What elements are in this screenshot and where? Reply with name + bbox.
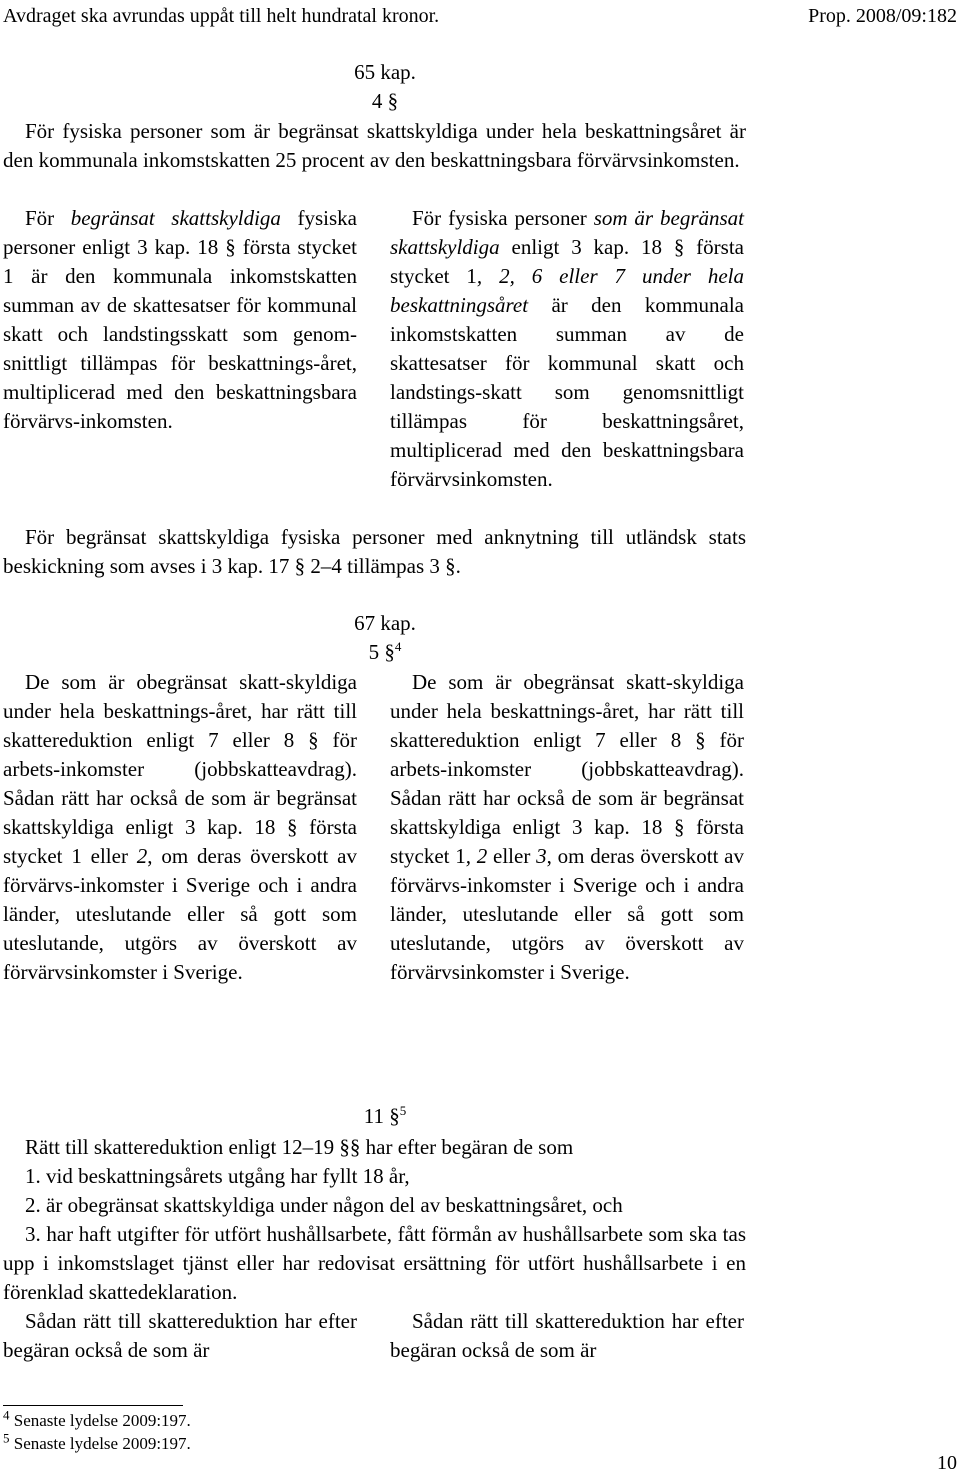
footnote-ref-4: 4 — [394, 639, 402, 654]
footnote-5 — [3, 1430, 191, 1454]
section-label: 5 § — [368, 640, 395, 664]
chapter-heading-65: 65 kap. — [354, 60, 416, 84]
section-label: 11 § — [363, 1104, 400, 1128]
section-heading-11 — [0, 1104, 770, 1129]
footnote-number: 5 — [3, 1430, 10, 1446]
ch65-left-column: För begränsat skattskyldiga fysiska personer enligt 3 kap. 18 § första stycket 1 är den kommunala inkomstskatten summan av de skattesatser för kommunal skatt och landstingsskatt som genom-snittligt tillämpas för beskattnings-året, multiplicerad med den beskattningsbara förvärvs-inkomsten. — [3, 206, 357, 433]
footnote-number: 4 — [3, 1407, 10, 1423]
s11-item-1: 1. vid beskattningsårets utgång har fyllt 18 år, — [25, 1164, 410, 1188]
footnote-text: Senaste lydelse 2009:197. — [13, 1434, 191, 1453]
ch67-left-column: De som är obegränsat skatt-skyldiga under hela beskattnings-året, har rätt till skattereduktion enligt 7 eller 8 § för arbets-inkomster (jobbskatteavdrag). Sådan rätt har också de som är begränsat skattskyldiga enligt 3 kap. 18 § första stycket 1 eller 2, om deras överskott av förvärvs-inkomster i Sverige och i andra länder, uteslutande eller så gott som uteslutande, utgörs av överskott av förvärvsinkomster i Sverige. — [3, 670, 357, 984]
page-number: 10 — [937, 1452, 957, 1474]
s11-item-3: 3. har haft utgifter för utfört hushållsarbete, fått förmån av hushållsarbete som ska tas upp i inkomstslaget tjänst eller har redovisat ersättning för utfört hushållsarbete i en förenklad skattedeklaration. — [3, 1222, 746, 1304]
s11-item-2: 2. är obegränsat skattskyldiga under någon del av beskattningsåret, och — [25, 1193, 623, 1217]
footnote-divider — [3, 1405, 183, 1406]
s11-intro: Rätt till skattereduktion enligt 12–19 §§ har efter begäran de som — [25, 1135, 574, 1159]
ch67-left-last: Sådan rätt till skattereduktion har efter begäran också de som är — [3, 1309, 357, 1362]
section-heading-4: 4 § — [371, 89, 399, 113]
section-heading-5 — [0, 640, 770, 665]
footnote-text: Senaste lydelse 2009:197. — [13, 1411, 191, 1430]
footnote-ref-5: 5 — [399, 1103, 407, 1118]
ch65-paragraph-1: För fysiska personer som är begränsat skattskyldiga under hela beskattningsåret är den kommunala inkomstskatten 25 procent av den beskattningsbara förvärvsinkomsten. — [3, 119, 746, 172]
running-header-left: Avdraget ska avrundas uppåt till helt hundratal kronor. — [3, 5, 440, 27]
ch67-right-column: De som är obegränsat skatt-skyldiga under hela beskattnings-året, har rätt till skattereduktion enligt 7 eller 8 § för arbets-inkomster (jobbskatteavdrag). Sådan rätt har också de som är begränsat skattskyldiga enligt 3 kap. 18 § första stycket 1, 2 eller 3, om deras överskott av förvärvs-inkomster i Sverige och i andra länder, uteslutande eller så gott som uteslutande, utgörs av överskott av förvärvsinkomster i Sverige. — [390, 670, 745, 984]
ch65-right-column: För fysiska personer som är begränsat skattskyldiga enligt 3 kap. 18 § första stycket 1, 2, 6 eller 7 under hela beskattningsåret är den kommunala inkomstskatten summan av de skattesatser för kommunal skatt och landstings-skatt som genomsnittligt tillämpas för beskattningsåret, multiplicerad med den beskattningsbara förvärvsinkomsten. — [390, 206, 745, 491]
ch67-right-last: Sådan rätt till skattereduktion har efter begäran också de som är — [390, 1309, 744, 1362]
chapter-heading-67: 67 kap. — [354, 611, 416, 635]
running-header-right: Prop. 2008/09:182 — [808, 5, 957, 27]
ch65-paragraph-last: För begränsat skattskyldiga fysiska personer med anknytning till utländsk stats beskickning som avses i 3 kap. 17 § 2–4 tillämpas 3 §. — [3, 525, 746, 578]
footnote-4 — [3, 1407, 191, 1431]
